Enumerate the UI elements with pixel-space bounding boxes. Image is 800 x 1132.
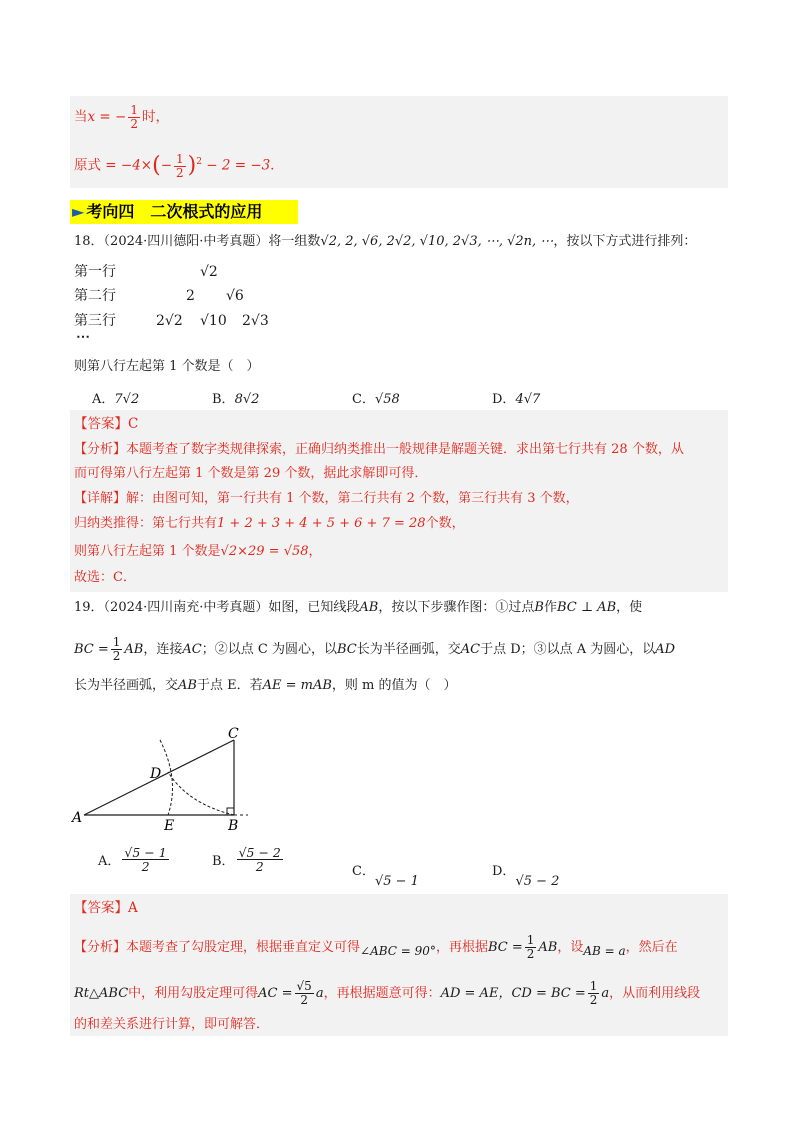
- q19-geometry-figure: [60, 720, 260, 835]
- q18-row-2-value-1: 2: [186, 288, 195, 304]
- q19-analysis-line-2: Rt△ABC中，利用勾股定理可得AC = $\frac{√5}{2}$ a，再根据题意可得：AD = AE，CD = BC = $\frac{1}{2}$ a，从而利用线段: [74, 979, 701, 1007]
- q18-analysis-line-2: 而可得第八行左起第 1 个数是第 29 个数，据此求解即可得．: [74, 466, 428, 481]
- q18-row-3-value-3: 2√3: [242, 313, 269, 329]
- q19-choice-a[interactable]: A． $\frac{√5 - 1}{2}$: [98, 845, 167, 874]
- q18-row-1-value: √2: [200, 264, 218, 280]
- q18-row-1-label: 第一行: [74, 264, 116, 280]
- label-c: C: [228, 726, 239, 742]
- q18-choice-b[interactable]: B．8√2: [212, 392, 260, 407]
- q18-choice-d[interactable]: D．4√7: [492, 392, 541, 407]
- arc-from-c: [168, 772, 234, 815]
- q18-continuation-dots: ⋯: [76, 329, 90, 345]
- q18-row-3-label: 第三行: [74, 313, 116, 329]
- q19-choice-d[interactable]: D．√5 − 2: [492, 864, 560, 889]
- q18-stem: 18．（2024·四川德阳·中考真题）将一组数√2, 2, √6, 2√2, √10, 2√3, ⋯, √2n, ⋯，按以下方式进行排列：: [74, 234, 697, 249]
- q19-answer: 【答案】A: [74, 900, 138, 916]
- prev-solution-line-1: 当x = − $\frac{1}{2}$ 时，: [74, 103, 169, 131]
- q18-choice-a[interactable]: A．7√2: [92, 392, 140, 407]
- q19-choice-b[interactable]: B． $\frac{√5 - 2}{2}$: [212, 845, 281, 874]
- triangle-bullet-icon: ►: [72, 202, 85, 221]
- q18-answer: 【答案】C: [74, 416, 139, 432]
- arc-from-a: [160, 740, 173, 815]
- q18-row-2-label: 第二行: [74, 288, 116, 304]
- section-heading: ► 考向四 二次根式的应用: [70, 200, 298, 224]
- label-b: B: [228, 818, 239, 834]
- q18-choice-c[interactable]: C．√58: [352, 392, 400, 407]
- q18-detail-line-1: 【详解】解：由图可知，第一行共有 1 个数，第二行共有 2 个数，第三行共有 3 个数，: [74, 491, 579, 506]
- q18-detail-line-2: 归纳类推得：第七行共有1 + 2 + 3 + 4 + 5 + 6 + 7 = 28个数，: [74, 516, 465, 531]
- q18-row-2-value-2: √6: [226, 288, 244, 304]
- q18-analysis-line-1: 【分析】本题考查了数字类规律探索，正确归纳类推出一般规律是解题关键．求出第七行共有 28 个数，从: [74, 442, 684, 457]
- q19-stem-line-1: 19．（2024·四川南充·中考真题）如图，已知线段AB，按以下步骤作图：①过点B作BC ⊥ AB，使: [74, 600, 643, 615]
- q18-row-3-value-1: 2√2: [156, 313, 183, 329]
- q19-stem-line-3: 长为半径画弧，交AB于点 E．若AE = mAB，则 m 的值为（ ）: [74, 678, 457, 693]
- q19-stem-line-2: BC = $\frac{1}{2}$ AB，连接AC；②以点 C 为圆心，以BC长为半径画弧，交AC于点 D；③以点 A 为圆心，以AD: [74, 635, 676, 663]
- q18-row-3-value-2: √10: [200, 313, 227, 329]
- q19-choice-c[interactable]: C．√5 − 1: [352, 864, 419, 889]
- q19-analysis-line-3: 的和差关系进行计算，即可解答．: [74, 1017, 270, 1032]
- q18-detail-line-3: 则第八行左起第 1 个数是√2×29 = √58，: [74, 544, 322, 559]
- q18-detail-line-4: 故选：C．: [74, 570, 136, 585]
- label-d: D: [150, 766, 162, 782]
- label-a: A: [72, 810, 83, 826]
- q19-analysis-line-1: 【分析】本题考查了勾股定理，根据垂直定义可得∠ABC = 90°，再根据BC = $\frac{1}{2}$ AB，设AB = a，然后在: [74, 933, 678, 961]
- q18-question: 则第八行左起第 1 个数是（ ）: [74, 359, 260, 374]
- prev-solution-line-2: 原式 = −4×(− $\frac{1}{2}$ )$^2$ − 2 = −3．: [74, 151, 284, 180]
- label-e: E: [164, 818, 175, 834]
